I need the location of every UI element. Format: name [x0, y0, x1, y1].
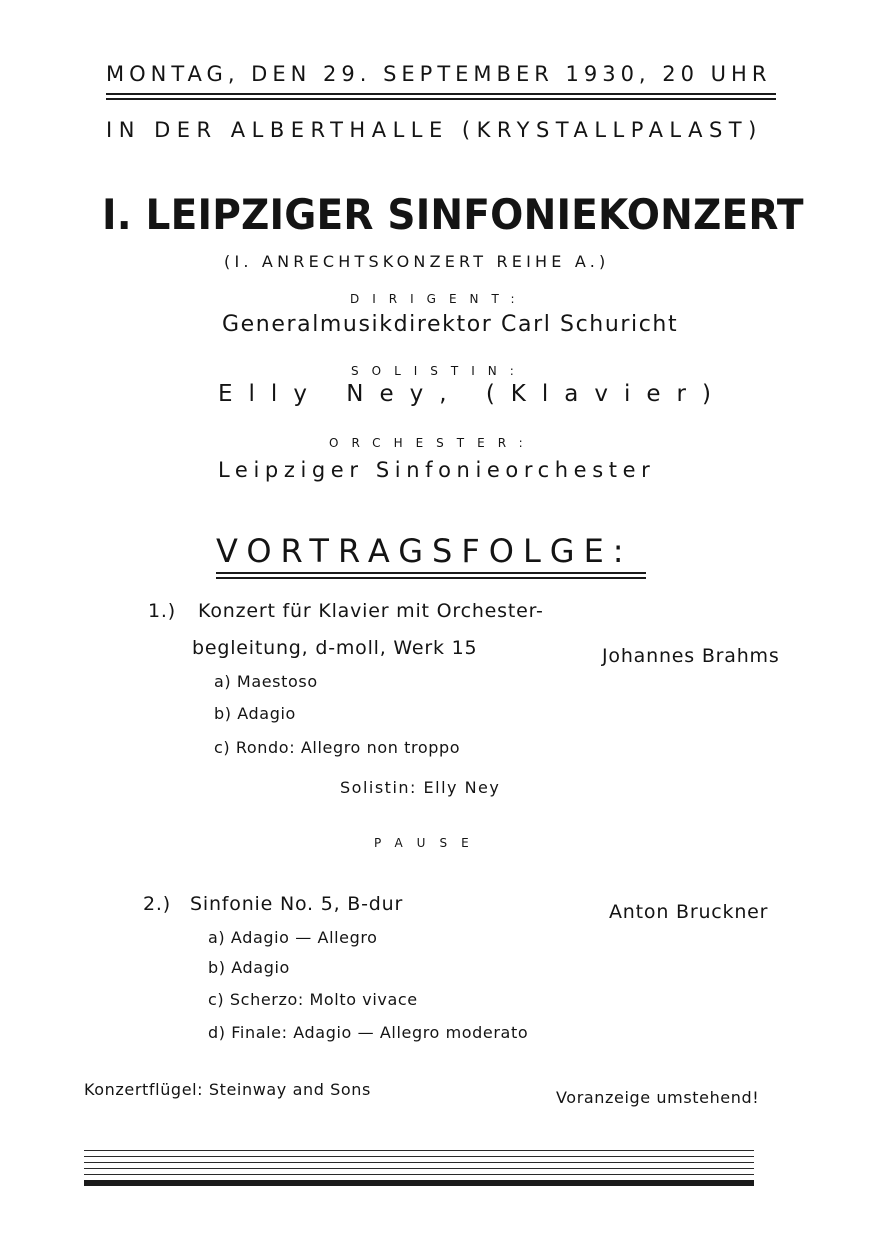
header-double-rule: [106, 93, 776, 103]
piano-note: Konzertflügel: Steinway and Sons: [84, 1080, 371, 1099]
orchestra-label: ORCHESTER:: [329, 436, 536, 450]
movement: c) Scherzo: Molto vivace: [208, 990, 418, 1009]
item-number: 1.): [148, 600, 176, 622]
announcement: Voranzeige umstehend!: [556, 1088, 760, 1107]
movement: a) Adagio — Allegro: [208, 928, 378, 947]
date-line: MONTAG, DEN 29. SEPTEMBER 1930, 20 UHR: [106, 62, 772, 86]
soloist-label: SOLISTIN:: [351, 364, 527, 378]
program-heading: VORTRAGSFOLGE:: [216, 532, 633, 570]
orchestra-name: Leipziger Sinfonieorchester: [218, 458, 656, 482]
conductor-name: Generalmusikdirektor Carl Schuricht: [222, 312, 679, 337]
movement: a) Maestoso: [214, 672, 318, 691]
item-composer: Johannes Brahms: [602, 645, 780, 667]
item-number: 2.): [143, 893, 171, 915]
conductor-label: DIRIGENT:: [350, 292, 528, 306]
bottom-rules: [84, 1150, 754, 1186]
item-title-line2: begleitung, d-moll, Werk 15: [192, 637, 478, 659]
movement: d) Finale: Adagio — Allegro moderato: [208, 1023, 529, 1042]
venue-line: IN DER ALBERTHALLE (KRYSTALLPALAST): [106, 118, 763, 142]
item-title-line1: Konzert für Klavier mit Orchester-: [198, 600, 544, 622]
pause-label: PAUSE: [374, 836, 483, 850]
soloist-note: Solistin: Elly Ney: [340, 778, 501, 797]
program-heading-underline: [216, 572, 646, 582]
soloist-name: Elly Ney, (Klavier): [218, 381, 727, 407]
item-title-line1: Sinfonie No. 5, B-dur: [190, 893, 404, 915]
item-composer: Anton Bruckner: [609, 901, 769, 923]
movement: b) Adagio: [208, 958, 290, 977]
movement: b) Adagio: [214, 704, 296, 723]
concert-subtitle: (I. ANRECHTSKONZERT REIHE A.): [224, 252, 610, 271]
movement: c) Rondo: Allegro non troppo: [214, 738, 461, 757]
concert-title: I. LEIPZIGER SINFONIEKONZERT: [102, 190, 804, 239]
